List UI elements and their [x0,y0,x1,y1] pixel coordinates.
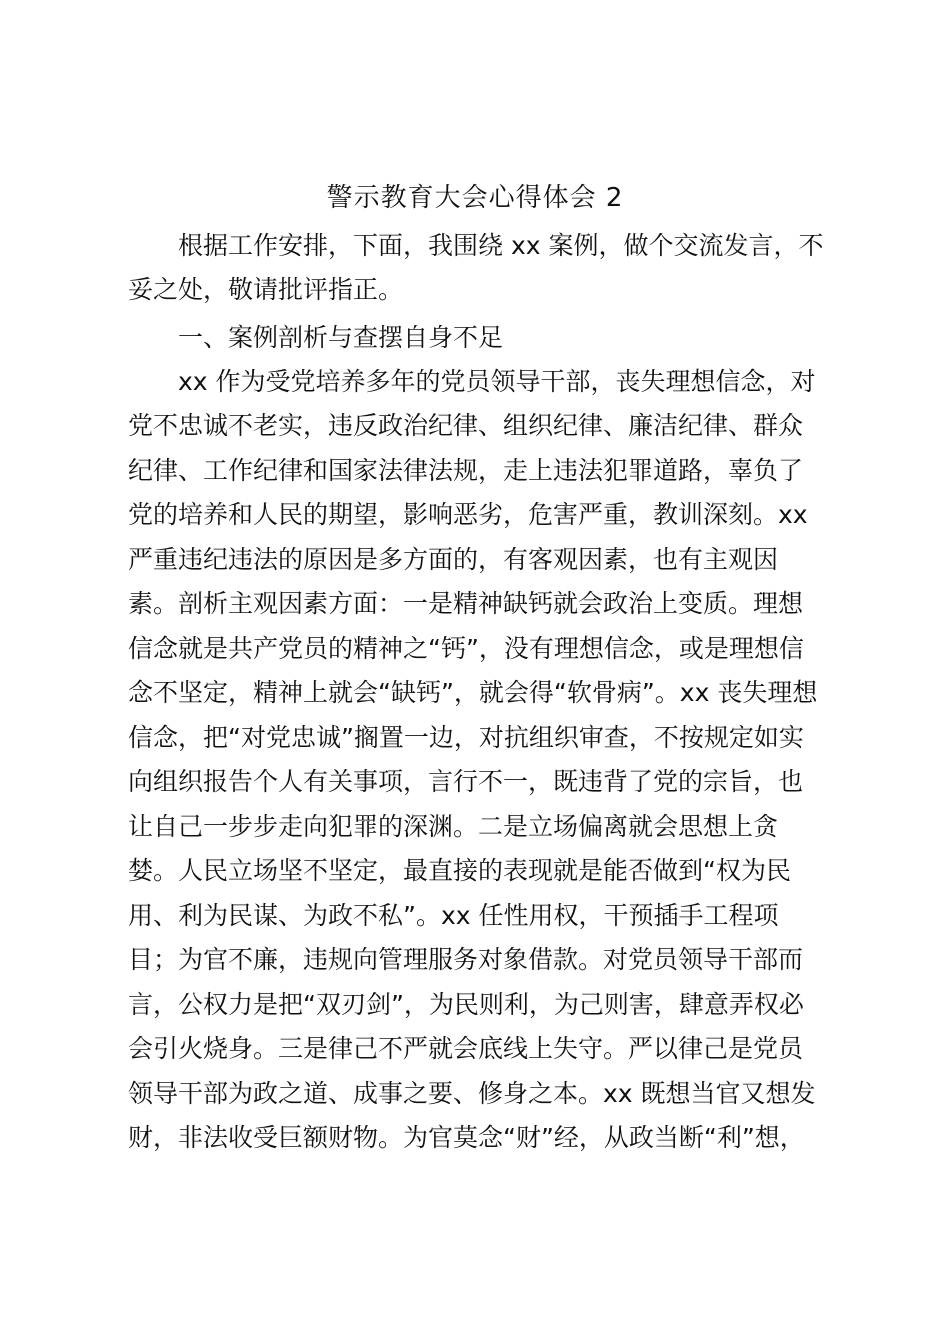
paragraph-line: 用、利为民谋、为政不私”。xx 任性用权，干预插手工程项 [128,901,779,930]
paragraph-line: 严重违纪违法的原因是多方面的，有客观因素，也有主观因 [128,545,779,574]
paragraph-line: 党不忠诚不老实，违反政治纪律、组织纪律、廉洁纪律、群众 [128,411,804,440]
paragraph-line: 会引火烧身。三是律己不严就会底线上失守。严以律己是党员 [128,1034,804,1063]
paragraph-line: 言，公权力是把“双刃剑”，为民则利，为己则害，肆意弄权必 [128,990,804,1019]
paragraph-line: 财，非法收受巨额财物。为官莫念“财”经，从政当断“利”想， [128,1123,805,1152]
paragraph-line: 妥之处，敬请批评指正。 [128,275,404,304]
paragraph-line: 念不坚定，精神上就会“缺钙”，就会得“软骨病”。xx 丧失理想 [128,678,818,707]
document-title: 警示教育大会心得体会 2 [326,183,624,213]
paragraph-line: 领导干部为政之道、成事之要、修身之本。xx 既想当官又想发 [128,1079,816,1108]
paragraph-line: 信念就是共产党员的精神之“钙”，没有理想信念，或是理想信 [128,634,804,663]
paragraph-line: xx 作为受党培养多年的党员领导干部，丧失理想信念，对 [178,367,816,396]
paragraph-line: 信念，把“对党忠诚”搁置一边，对抗组织审查，不按规定如实 [128,723,804,752]
paragraph-line: 目；为官不廉，违规向管理服务对象借款。对党员领导干部而 [128,945,804,974]
paragraph-line: 让自己一步步走向犯罪的深渊。二是立场偏离就会思想上贪 [128,812,779,841]
paragraph-line: 根据工作安排，下面，我围绕 xx 案例，做个交流发言，不 [178,231,824,260]
paragraph-line: 向组织报告个人有关事项，言行不一，既违背了党的宗旨，也 [128,767,804,796]
paragraph-line: 党的培养和人民的期望，影响恶劣，危害严重，教训深刻。xx [128,500,808,529]
paragraph-line: 素。剖析主观因素方面：一是精神缺钙就会政治上变质。理想 [128,589,804,618]
section-heading: 一、案例剖析与查摆自身不足 [178,323,504,352]
paragraph-line: 婪。人民立场坚不坚定，最直接的表现就是能否做到“权为民 [128,856,791,885]
paragraph-line: 纪律、工作纪律和国家法律法规，走上违法犯罪道路，辜负了 [128,456,804,485]
